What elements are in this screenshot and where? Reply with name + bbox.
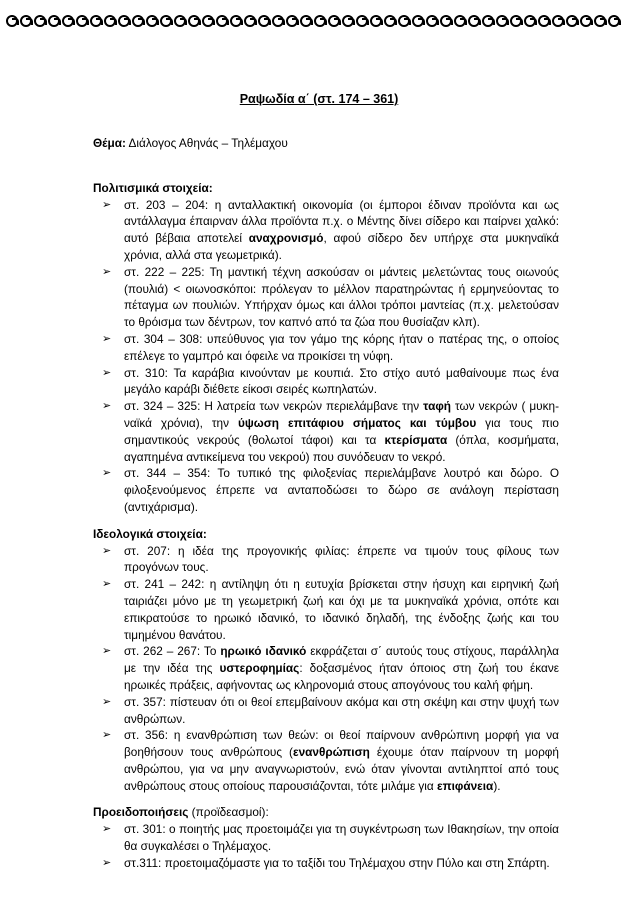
list-item: ➢ στ. 324 – 325: Η λατρεία των νεκρών περιελάμβανε την ταφή των νεκρών ( μυκη-ναϊκά χρόνια), την ύψωση επιτάφιου σήματος και τύμβου για τους πιο σημαντικούς νεκρούς (θολωτοί τάφοι) και τα κτερίσματα (όπλα, κοσμήματα, αγαπημένα αντικείμενα του νεκρού) που συνόδευαν το νεκρό. [102, 399, 560, 464]
arrow-bullet-icon: ➢ [102, 467, 112, 480]
section [93, 804, 559, 871]
section [93, 180, 559, 516]
border-ring-icon [62, 15, 74, 27]
border-ring-icon [608, 15, 620, 27]
border-ring-icon [300, 15, 312, 27]
border-ring-icon [566, 15, 578, 27]
border-ring-icon [272, 15, 284, 27]
arrow-bullet-icon: ➢ [102, 198, 112, 211]
border-ring-icon [188, 15, 200, 27]
arrow-bullet-icon: ➢ [102, 544, 112, 557]
border-ring-icon [34, 15, 46, 27]
border-ring-icon [20, 15, 32, 27]
border-ring-icon [230, 15, 242, 27]
border-ring-icon [496, 15, 508, 27]
list-item: ➢ στ. 241 – 242: η αντίληψη ότι η ευτυχία βρίσκεται στην ήσυχη και ειρηνική ζωή ταιριάζει μόνο με τη γεωμετρική ζωή και όχι με τα μυκηναϊκά χρόνια, οπότε και επικρατούσε το ηρωικό ιδανικό, το ιδανικό δηλαδή, της ένδοξης ζωής και του τιμημένου θανάτου. [102, 577, 559, 642]
border-ring-icon [482, 15, 494, 27]
section [93, 526, 559, 795]
border-ring-icon [440, 15, 452, 27]
border-ring-icon [258, 15, 270, 27]
arrow-bullet-icon: ➢ [102, 366, 112, 379]
bullet-list [93, 197, 559, 516]
theme-text: Διάλογος Αθηνάς – Τηλέμαχου [125, 136, 288, 150]
border-ring-icon [510, 15, 522, 27]
border-ring-icon [370, 15, 382, 27]
page-title: Ραψωδία α΄ (στ. 174 – 361) [239, 92, 399, 106]
border-ring-icon [6, 15, 18, 27]
list-item: ➢ στ. 222 – 225: Τη μαντική τέχνη ασκούσαν οι μάντεις μελετώντας τους οιωνούς (πουλιά) < οιωνοσκόποι: πρόλεγαν το μέλλον παρατηρώντας ή ερμηνεύοντας το πέταγμα ων πουλιών. Υπήρχαν όμως και άλλοι τρόποι μαντείας (π.χ. μελετούσαν το θρόισμα των δέντρων, τον καπνό από τα ζώα που θυσίαζαν κλπ). [102, 264, 559, 330]
border-ring-icon [426, 15, 438, 27]
theme-label: Θέμα: [93, 136, 126, 150]
border-ring-icon [48, 15, 60, 27]
arrow-bullet-icon: ➢ [102, 400, 112, 413]
list-item: ➢ στ. 262 – 267: Το ηρωικό ιδανικό εκφράζεται σ΄ αυτούς τους στίχους, παράλληλα με την ιδέα της υστεροφημίας: δοξασμένος ήταν όποιος στη ζωή του έκανε ηρωικές πράξεις, αφήνοντας ως κληρονομιά στους απογόνους του καλή φήμη. [102, 644, 559, 692]
theme-line [93, 135, 559, 152]
decorative-top-border [6, 14, 632, 32]
list-item: ➢ στ. 301: ο ποιητής μας προετοιμάζει για τη συγκέντρωση των Ιθακησίων, την οποία θα συγκαλέσει ο Τηλέμαχος. [102, 822, 559, 854]
border-ring-icon [90, 15, 102, 27]
arrow-bullet-icon: ➢ [102, 856, 112, 869]
arrow-bullet-icon: ➢ [102, 695, 112, 708]
list-item: ➢ στ. 203 – 204: η ανταλλακτική οικονομία (οι έμποροι έδιναν προϊόντα και ως αντάλλαγμα έπαιρναν άλλα προϊόντα π.χ. ο Μέντης δίνει σίδερο και παίρνει χαλκό: αυτό βέβαια αποτελεί αναχρονισμό, αφού σίδερο δεν υπήρχε στα μυκηναϊκά χρόνια, αλλά στα γεωμετρικά). [102, 197, 559, 262]
border-ring-icon [342, 15, 354, 27]
arrow-bullet-icon: ➢ [102, 823, 112, 836]
border-ring-icon [202, 15, 214, 27]
section-heading: Προειδοποιήσεις (προϊδεασμοί): [93, 805, 269, 820]
list-item: ➢ στ. 344 – 354: Το τυπικό της φιλοξενίας περιελάμβανε λουτρό και δώρο. Ο φιλοξενούμενος έπρεπε να ανταποδώσει το δώρο σε ανάλογη περίσταση (αντιχάρισμα). [102, 466, 559, 514]
list-item: ➢ στ. 207: η ιδέα της προγονικής φιλίας: έπρεπε να τιμούν τους φίλους των προγόνων τους. [102, 543, 559, 575]
bullet-list [93, 543, 559, 795]
border-ring-icon [174, 15, 186, 27]
border-ring-icon [398, 15, 410, 27]
section-heading: Ιδεολογικά στοιχεία: [93, 526, 207, 541]
border-ring-icon [468, 15, 480, 27]
border-ring-icon [216, 15, 228, 27]
sections-container [93, 180, 559, 872]
border-ring-icon [146, 15, 158, 27]
arrow-bullet-icon: ➢ [102, 265, 112, 278]
border-ring-icon [356, 15, 368, 27]
border-ring-icon [160, 15, 172, 27]
list-item: ➢ στ. 356: η ενανθρώπιση των θεών: οι θεοί παίρνουν ανθρώπινη μορφή για να βοηθήσουν τους ανθρώπους (ενανθρώπιση έχουμε όταν παίρνουν τη μορφή ανθρώπου, για να μην αναγνωριστούν, ενώ όταν γίνονται αντιληπτοί από τους ανθρώπους στους οποίους παρουσιάζονται, τότε μιλάμε για επιφάνεια). [102, 728, 559, 793]
document-body [93, 135, 559, 882]
border-ring-icon [552, 15, 564, 27]
list-item: ➢ στ. 357: πίστευαν ότι οι θεοί επεμβαίνουν ακόμα και στη σκέψη και στην ψυχή των ανθρώπων. [102, 694, 559, 726]
bullet-list [93, 821, 559, 871]
list-item: ➢ στ. 310: Τα καράβια κινούνταν με κουπιά. Στο στίχο αυτό μαθαίνουμε πως ένα μεγάλο καράβι διέθετε είκοσι σειρές κωπηλατών. [102, 365, 559, 397]
border-ring-icon [118, 15, 130, 27]
border-ring-icon [314, 15, 326, 27]
border-ring-icon [580, 15, 592, 27]
border-ring-icon [454, 15, 466, 27]
arrow-bullet-icon: ➢ [102, 578, 112, 591]
section-heading: Πολιτισμικά στοιχεία: [93, 180, 213, 195]
list-item: ➢ στ.311: προετοιμαζόμαστε για το ταξίδι του Τηλέμαχου στην Πύλο και στη Σπάρτη. [102, 855, 550, 870]
border-ring-icon [384, 15, 396, 27]
border-ring-icon [328, 15, 340, 27]
border-ring-icon [104, 15, 116, 27]
border-ring-icon [76, 15, 88, 27]
arrow-bullet-icon: ➢ [102, 645, 112, 658]
border-ring-icon [524, 15, 536, 27]
arrow-bullet-icon: ➢ [102, 729, 112, 742]
border-ring-icon [244, 15, 256, 27]
arrow-bullet-icon: ➢ [102, 332, 112, 345]
border-ring-icon [132, 15, 144, 27]
list-item: ➢ στ. 304 – 308: υπεύθυνος για τον γάμο της κόρης ήταν ο πατέρας της, ο οποίος επέλεγε το γαμπρό και όφειλε να προικίσει τη νύφη. [102, 331, 559, 363]
border-ring-icon [286, 15, 298, 27]
border-ring-icon [538, 15, 550, 27]
border-ring-icon [412, 15, 424, 27]
border-ring-icon [594, 15, 606, 27]
